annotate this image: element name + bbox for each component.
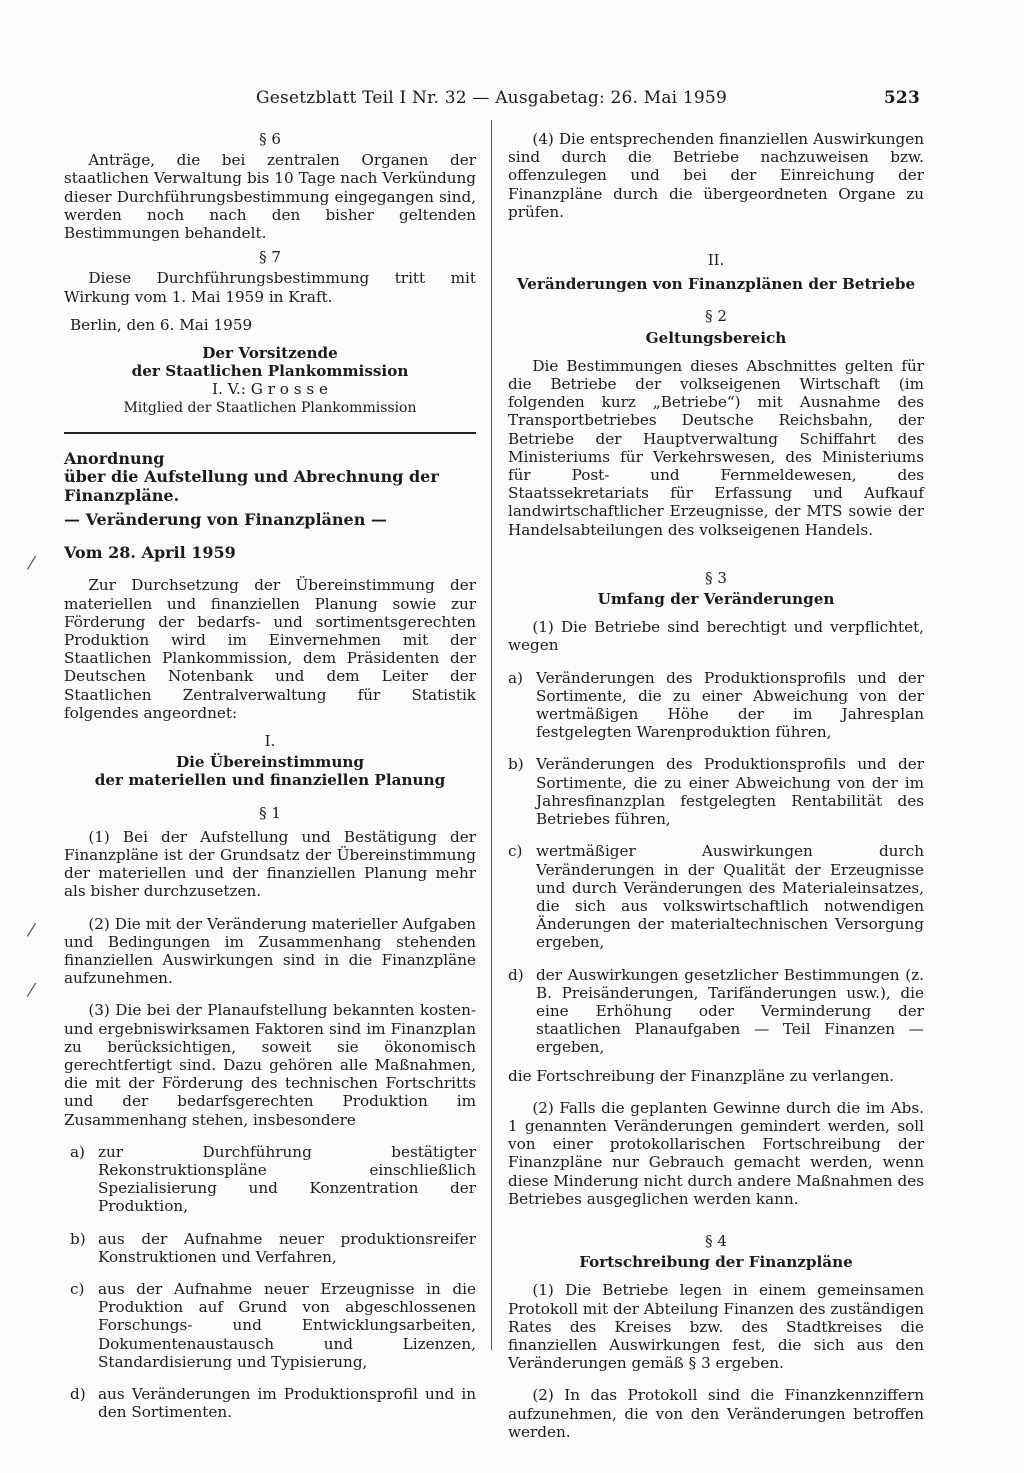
section-3-para-1: (1) Die Betriebe sind berechtigt und verpflichtet, wegen — [508, 618, 924, 655]
list-item — [64, 1385, 476, 1421]
section-6-text: Anträge, die bei zentralen Organen der staatlichen Verwaltung bis 10 Tage nach Verkündung dieser Durchführungsbestimmung eingegangen sind, werden noch nach den bisher geltenden Bestimmungen behandelt. — [64, 151, 476, 243]
anordnung-subject: über die Aufstellung und Abrechnung der — [64, 467, 439, 487]
part-2-number: II. — [707, 251, 725, 270]
list-item — [508, 966, 924, 1057]
list-item — [508, 842, 924, 951]
anordnung-date: Vom 28. April 1959 — [64, 542, 236, 562]
signature-role: Mitglied der Staatlichen Plankommission — [123, 399, 417, 416]
section-4-para-2: (2) In das Protokoll sind die Finanzkennziffern aufzunehmen, die von den Veränderungen betroffen werden. — [508, 1386, 924, 1441]
list-item-text: Veränderungen des Produktionsprofils und der Sortimente, die zu einer Abweichung von der im Jahresfinanzplan festgelegten Rentabilität des Betriebes führen, — [536, 755, 924, 829]
list-item — [64, 1230, 476, 1266]
section-1-para-1: (1) Bei der Aufstellung und Bestätigung der Finanzpläne ist der Grundsatz der Übereinstimmung der materiellen und der finanziellen Planung mehr als bisher durchzusetzen. — [64, 827, 476, 901]
part-1-title: Die Übereinstimmung — [175, 753, 365, 772]
preamble: Zur Durchsetzung der Übereinstimmung der materiellen und finanziellen Planung sowie zur Förderung der bedarfs- und sortimentsgerechten Produktion wird im Einvernehmen mit der Staatlichen Plankommission, dem Präsidenten der Deutschen Notenbank und dem Leiter der Staatlichen Zentralverwaltung für Statistik folgendes angeordnet: — [64, 576, 476, 722]
section-3-title: Umfang der Veränderungen — [597, 590, 835, 609]
list-item-text: zur Durchführung bestätigter Rekonstruktionspläne einschließlich Spezialisierung und Konzentration der Produktion, — [98, 1142, 476, 1216]
horizontal-rule — [64, 432, 476, 434]
section-1-para-2: (2) Die mit der Veränderung materieller Aufgaben und Bedingungen im Zusammenhang stehenden finanziellen Auswirkungen sind in die Finanzpläne aufzunehmen. — [64, 914, 476, 988]
list-item-label: b) — [70, 1229, 86, 1248]
list-item-label: c) — [70, 1280, 85, 1299]
margin-tick-mark: ⁄ — [30, 980, 34, 1001]
section-3-para-1-end: die Fortschreibung der Finanzpläne zu verlangen. — [508, 1066, 895, 1085]
list-item-label: b) — [508, 755, 524, 774]
section-3-para-2: (2) Falls die geplanten Gewinne durch die im Abs. 1 genannten Veränderungen gemindert werden, soll von einer protokollarischen Fortschreibung der Finanzpläne nur Gebrauch gemacht werden, wenn diese Minderung nicht durch andere Maßnahmen des Betriebes ausgeglichen werden kann. — [508, 1098, 924, 1208]
list-item-text: wertmäßiger Auswirkungen durch Veränderungen in der Qualität der Erzeugnisse und durch Veränderungen des Materialeinsatzes, die sich aus volkswirtschaftlich notwendigen Änderungen der materialtechnischen Versorgung ergeben, — [536, 842, 924, 952]
list-item-label: a) — [508, 668, 523, 687]
section-7-text: Diese Durchführungsbestimmung tritt mit Wirkung vom 1. Mai 1959 in Kraft. — [64, 269, 476, 306]
list-item-text: aus der Aufnahme neuer produktionsreifer Konstruktionen und Verfahren, — [98, 1229, 476, 1266]
signature-name: I. V.: G r o s s e — [212, 380, 328, 399]
section-1-para-4: (4) Die entsprechenden finanziellen Auswirkungen sind durch die Betriebe nachzuweisen bzw. offenzulegen und bei der Einreichung der Finanzpläne durch die übergeordneten Organe zu prüfen. — [508, 130, 924, 221]
section-3-heading: § 3 — [705, 568, 727, 587]
list-item — [508, 669, 924, 742]
section-4-heading: § 4 — [705, 1231, 727, 1250]
section-1-para-3: (3) Die bei der Planaufstellung bekannten kosten- und ergebniswirksamen Faktoren sind im Finanzplan zu berücksichtigen, soweit sie ökonomisch gerechtfertigt sind. Dazu gehören alle Maßnahmen, die mit der Förderung des technischen Fortschritts und der bedarfsgerechten Produktion im Zusammenhang stehen, insbesondere — [64, 1001, 476, 1129]
section-2-title: Geltungsbereich — [645, 328, 787, 347]
list-item — [64, 1143, 476, 1216]
anordnung-subject-end: Finanzpläne. — [64, 485, 180, 505]
signature-office: der Staatlichen Plankommission — [131, 362, 409, 381]
section-6-heading: § 6 — [259, 130, 281, 148]
section-4-para-1: (1) Die Betriebe legen in einem gemeinsamen Protokoll mit der Abteilung Finanzen des zuständigen Rates des Kreises bzw. des Stadtkreises die finanziellen Auswirkungen fest, die sich aus den Veränderungen gemäß § 3 ergeben. — [508, 1281, 924, 1373]
part-1-title-2: der materiellen und finanziellen Planung — [94, 771, 446, 790]
list-item-label: a) — [70, 1142, 85, 1161]
part-2-title: Veränderungen von Finanzplänen der Betriebe — [516, 275, 916, 294]
list-item — [508, 755, 924, 828]
section-7-heading: § 7 — [259, 248, 281, 267]
margin-tick-mark: ⁄ — [30, 553, 34, 574]
list-item-text: aus Veränderungen im Produktionsprofil und in den Sortimenten. — [98, 1385, 476, 1422]
anordnung-subtitle: — Veränderung von Finanzplänen — — [64, 510, 387, 530]
section-4-title: Fortschreibung der Finanzpläne — [579, 1253, 853, 1272]
part-1-number: I. — [264, 731, 276, 750]
page-header — [256, 88, 924, 114]
signature-title: Der Vorsitzende — [202, 344, 338, 363]
list-item-label: d) — [70, 1385, 86, 1404]
section-2-text: Die Bestimmungen dieses Abschnittes gelten für die Betriebe der volkseigenen Wirtschaft (im folgenden kurz „Betriebe“) mit Ausnahme des Transportbetriebes Deutsche Reichsbahn, der Betriebe der Hauptverwaltung Schiffahrt des Ministeriums für Verkehrswesen, des Ministeriums für Post- und Fernmeldewesen, des Staatssekretariats für Erfassung und Aufkauf landwirtschaftlicher Erzeugnisse, der MTS sowie der Handelsabteilungen des volkseigenen Handels. — [508, 356, 924, 539]
list-item-text: der Auswirkungen gesetzlicher Bestimmungen (z. B. Preisänderungen, Tarifänderungen usw.), die eine Erhöhung oder Verminderung der staatlichen Planaufgaben — Teil Finanzen — ergeben, — [536, 965, 924, 1057]
header-title: Gesetzblatt Teil I Nr. 32 — Ausgabetag: 26. Mai 1959 — [256, 88, 727, 108]
list-item-text: Veränderungen des Produktionsprofils und der Sortimente, die zu einer Abweichung von der wertmäßigen Höhe der im Jahresplan festgelegten Warenproduktion führen, — [536, 668, 924, 742]
list-item — [64, 1280, 476, 1371]
column-divider — [491, 120, 492, 1350]
list-item-label: c) — [508, 842, 523, 861]
right-column — [508, 130, 924, 1441]
list-item-text: aus der Aufnahme neuer Erzeugnisse in die Produktion auf Grund von abgeschlossenen Forschungs- und Entwicklungsarbeiten, Dokumentenaustausch und Lizenzen, Standardisierung und Typisierung, — [98, 1280, 476, 1371]
left-column — [64, 130, 476, 1421]
page-number: 523 — [883, 88, 920, 108]
margin-tick-mark: ⁄ — [30, 920, 34, 941]
anordnung-title: Anordnung — [64, 448, 165, 468]
section-2-heading: § 2 — [705, 307, 727, 326]
place-date: Berlin, den 6. Mai 1959 — [70, 315, 253, 334]
list-item-label: d) — [508, 965, 524, 984]
section-1-heading: § 1 — [259, 803, 281, 822]
